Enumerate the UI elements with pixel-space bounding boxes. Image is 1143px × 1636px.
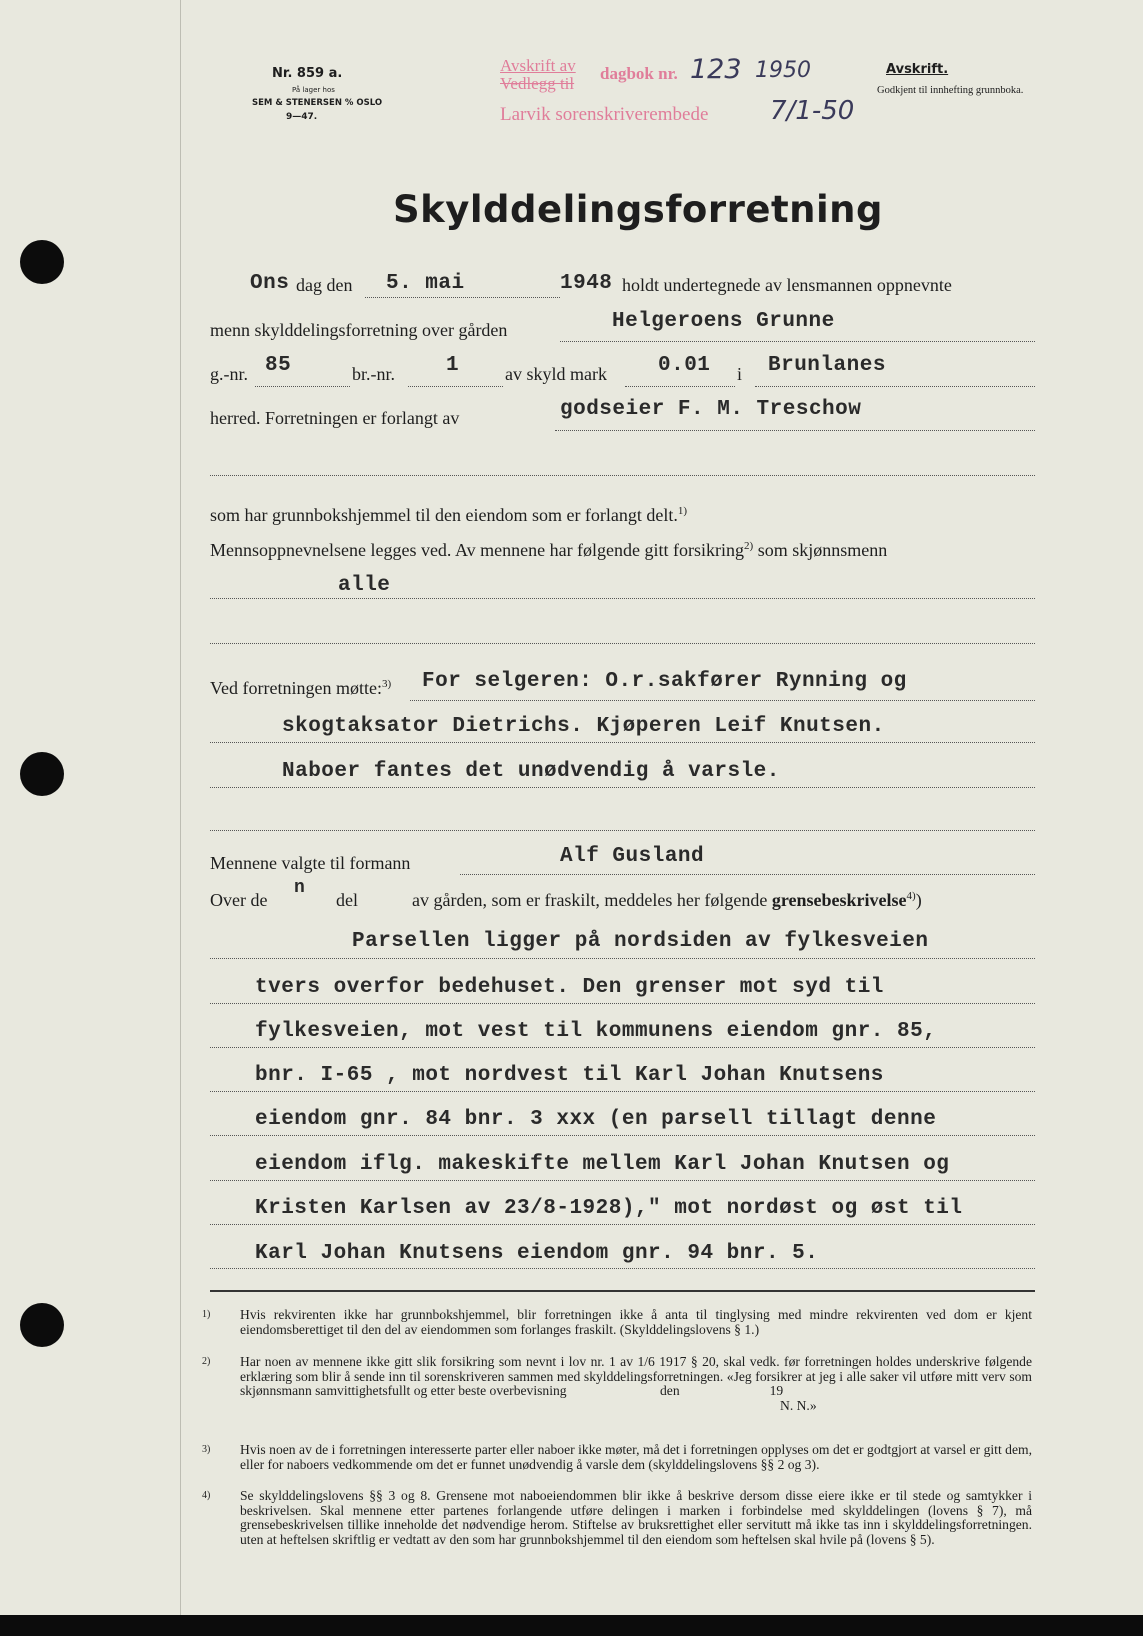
stamp-date: 7/1-50 xyxy=(770,96,855,126)
label: herred. Forretningen er forlangt av xyxy=(210,408,460,428)
date: 5. mai xyxy=(386,272,465,295)
approved-label: Godkjent til innhefting grunnboka. xyxy=(877,85,1024,96)
label: i xyxy=(737,364,743,384)
page-title: Skylddelingsforretning xyxy=(393,188,883,231)
printer-line: SEM & STENERSEN % OSLO xyxy=(252,98,383,108)
scan-border xyxy=(0,1615,1143,1636)
footnote: 2) Har noen av mennene ikke gitt slik forsikring som nevnt i lov nr. 1 av 1/6 1917 § 20, skal vedk. før forretningen holdes underskrive følgende erklæring som blir å sende inn til sorenskriveren sammen med skylddelingsforretningen. «Jeg forsikrer at jeg i alle saker vil utføre mitt verv som skjønnsmann samvittighetsfullt og etter beste overbevisning den 19 N. N.» xyxy=(202,1354,1032,1413)
boundary-line: eiendom gnr. 84 bnr. 3 xxx (en parsell tillagt denne xyxy=(255,1108,937,1131)
punch-hole xyxy=(20,752,64,796)
dagbok-number: 123 xyxy=(690,54,742,85)
footnote: 1) Hvis rekvirenten ikke har grunnbokshjemmel, blir forretningen ikke å anta til tinglysing med mindre rekvirenten ved dom er kjent eiendomsberettiget til den del av eiendommen som forlanges fraskilt. (Skylddelingslovens § 1.) xyxy=(202,1307,1032,1337)
present-line: skogtaksator Dietrichs. Kjøperen Leif Knutsen. xyxy=(282,715,885,738)
footnote: 3) Hvis noen av de i forretningen interesserte parter eller naboer ikke møter, må det i forretningen opplyses om det er godtgjort at varsel er gitt dem, eller for naboers vedkommende om det er funnet unødvendig å varsle dem (skylddelingslovens §§ 2 og 3). xyxy=(202,1442,1032,1472)
printer-line: 9—47. xyxy=(286,112,318,122)
boundary-line: eiendom iflg. makeskifte mellem Karl Johan Knutsen og xyxy=(255,1153,950,1176)
stamp-office: Larvik sorenskriverembede xyxy=(500,104,709,125)
divider xyxy=(210,1290,1035,1292)
sworn-men: alle xyxy=(338,574,391,597)
stamp-avskrift-av: Avskrift av xyxy=(500,56,576,75)
printer-line: På lager hos xyxy=(292,86,335,94)
label: Mennsoppnevnelsene legges ved. Av mennene har følgende gitt forsikring$^{2)}$ som skjønnsmenn xyxy=(210,540,888,560)
boundary-line: tvers overfor bedehuset. Den grenser mot syd til xyxy=(255,976,884,999)
avskrift-label: Avskrift. xyxy=(886,62,949,77)
formann: Alf Gusland xyxy=(560,845,705,868)
stamp-dagbok: dagbok nr. xyxy=(600,64,678,83)
farm-name: Helgeroens Grunne xyxy=(612,310,835,333)
municipality: Brunlanes xyxy=(768,354,886,377)
label: g.-nr. xyxy=(210,364,248,384)
page-edge-line xyxy=(180,0,181,1620)
label: br.-nr. xyxy=(352,364,395,384)
label: Over de xyxy=(210,890,268,910)
gnr: 85 xyxy=(265,354,292,377)
boundary-line: Kristen Karlsen av 23/8-1928)," mot nordøst og øst til xyxy=(255,1197,963,1220)
label: Ved forretningen møtte:$^{3)}$ xyxy=(210,678,392,698)
fraction: n xyxy=(294,878,306,898)
label: dag den xyxy=(296,275,353,295)
punch-hole xyxy=(20,1303,64,1347)
label: av skyld mark xyxy=(505,364,607,384)
stamp-vedlegg-til: Vedlegg til xyxy=(500,74,575,93)
boundary-line: fylkesveien, mot vest til kommunens eiendom gnr. 85, xyxy=(255,1020,937,1043)
label: holdt undertegnede av lensmannen oppnevnte xyxy=(622,275,952,295)
year: 1948 xyxy=(560,272,613,295)
label: Mennene valgte til formann xyxy=(210,853,411,873)
punch-hole xyxy=(20,240,64,284)
requested-by: godseier F. M. Treschow xyxy=(560,398,862,421)
label: del xyxy=(336,890,358,910)
footnote: 4) Se skylddelingslovens §§ 3 og 8. Grensene mot naboeiendommen blir ikke å beskrive dersom disse eiere ikke er til stede og samtykker i beskrivelsen. Skal mennene etter partenes forlangende utføre delingen i marken i forbindelse med skylddelingen (lovens § 7), må grensebeskrivelsen tillike inneholde det nødvendige herom. Stiftelse av bruksrettighet eller servitutt må ikke tas inn i skylddelingsforretningen. uten at heftelsen skriftlig er vedtatt av den som har grunnbokshjemmel til den eiendom som heftelsen skal hvile på (lovens § 5). xyxy=(202,1488,1032,1547)
stamp-year: 1950 xyxy=(755,58,811,83)
boundary-line: bnr. I-65 , mot nordvest til Karl Johan Knutsens xyxy=(255,1064,884,1087)
boundary-line: Karl Johan Knutsens eiendom gnr. 94 bnr. 5. xyxy=(255,1242,819,1265)
skyld: 0.01 xyxy=(658,354,711,377)
label: menn skylddelingsforretning over gården xyxy=(210,320,508,340)
form-number: Nr. 859 a. xyxy=(272,66,343,81)
bnr: 1 xyxy=(446,354,460,377)
label: av gården, som er fraskilt, meddeles her følgende grensebeskrivelse$^{4)}$) xyxy=(412,890,922,910)
present-line: For selgeren: O.r.sakfører Rynning og xyxy=(422,670,907,693)
weekday: Ons xyxy=(250,272,290,295)
present-line: Naboer fantes det unødvendig å varsle. xyxy=(282,760,780,783)
label: som har grunnbokshjemmel til den eiendom som er forlangt delt.$^{1)}$ xyxy=(210,505,688,525)
boundary-line: Parsellen ligger på nordsiden av fylkesveien xyxy=(352,930,929,953)
